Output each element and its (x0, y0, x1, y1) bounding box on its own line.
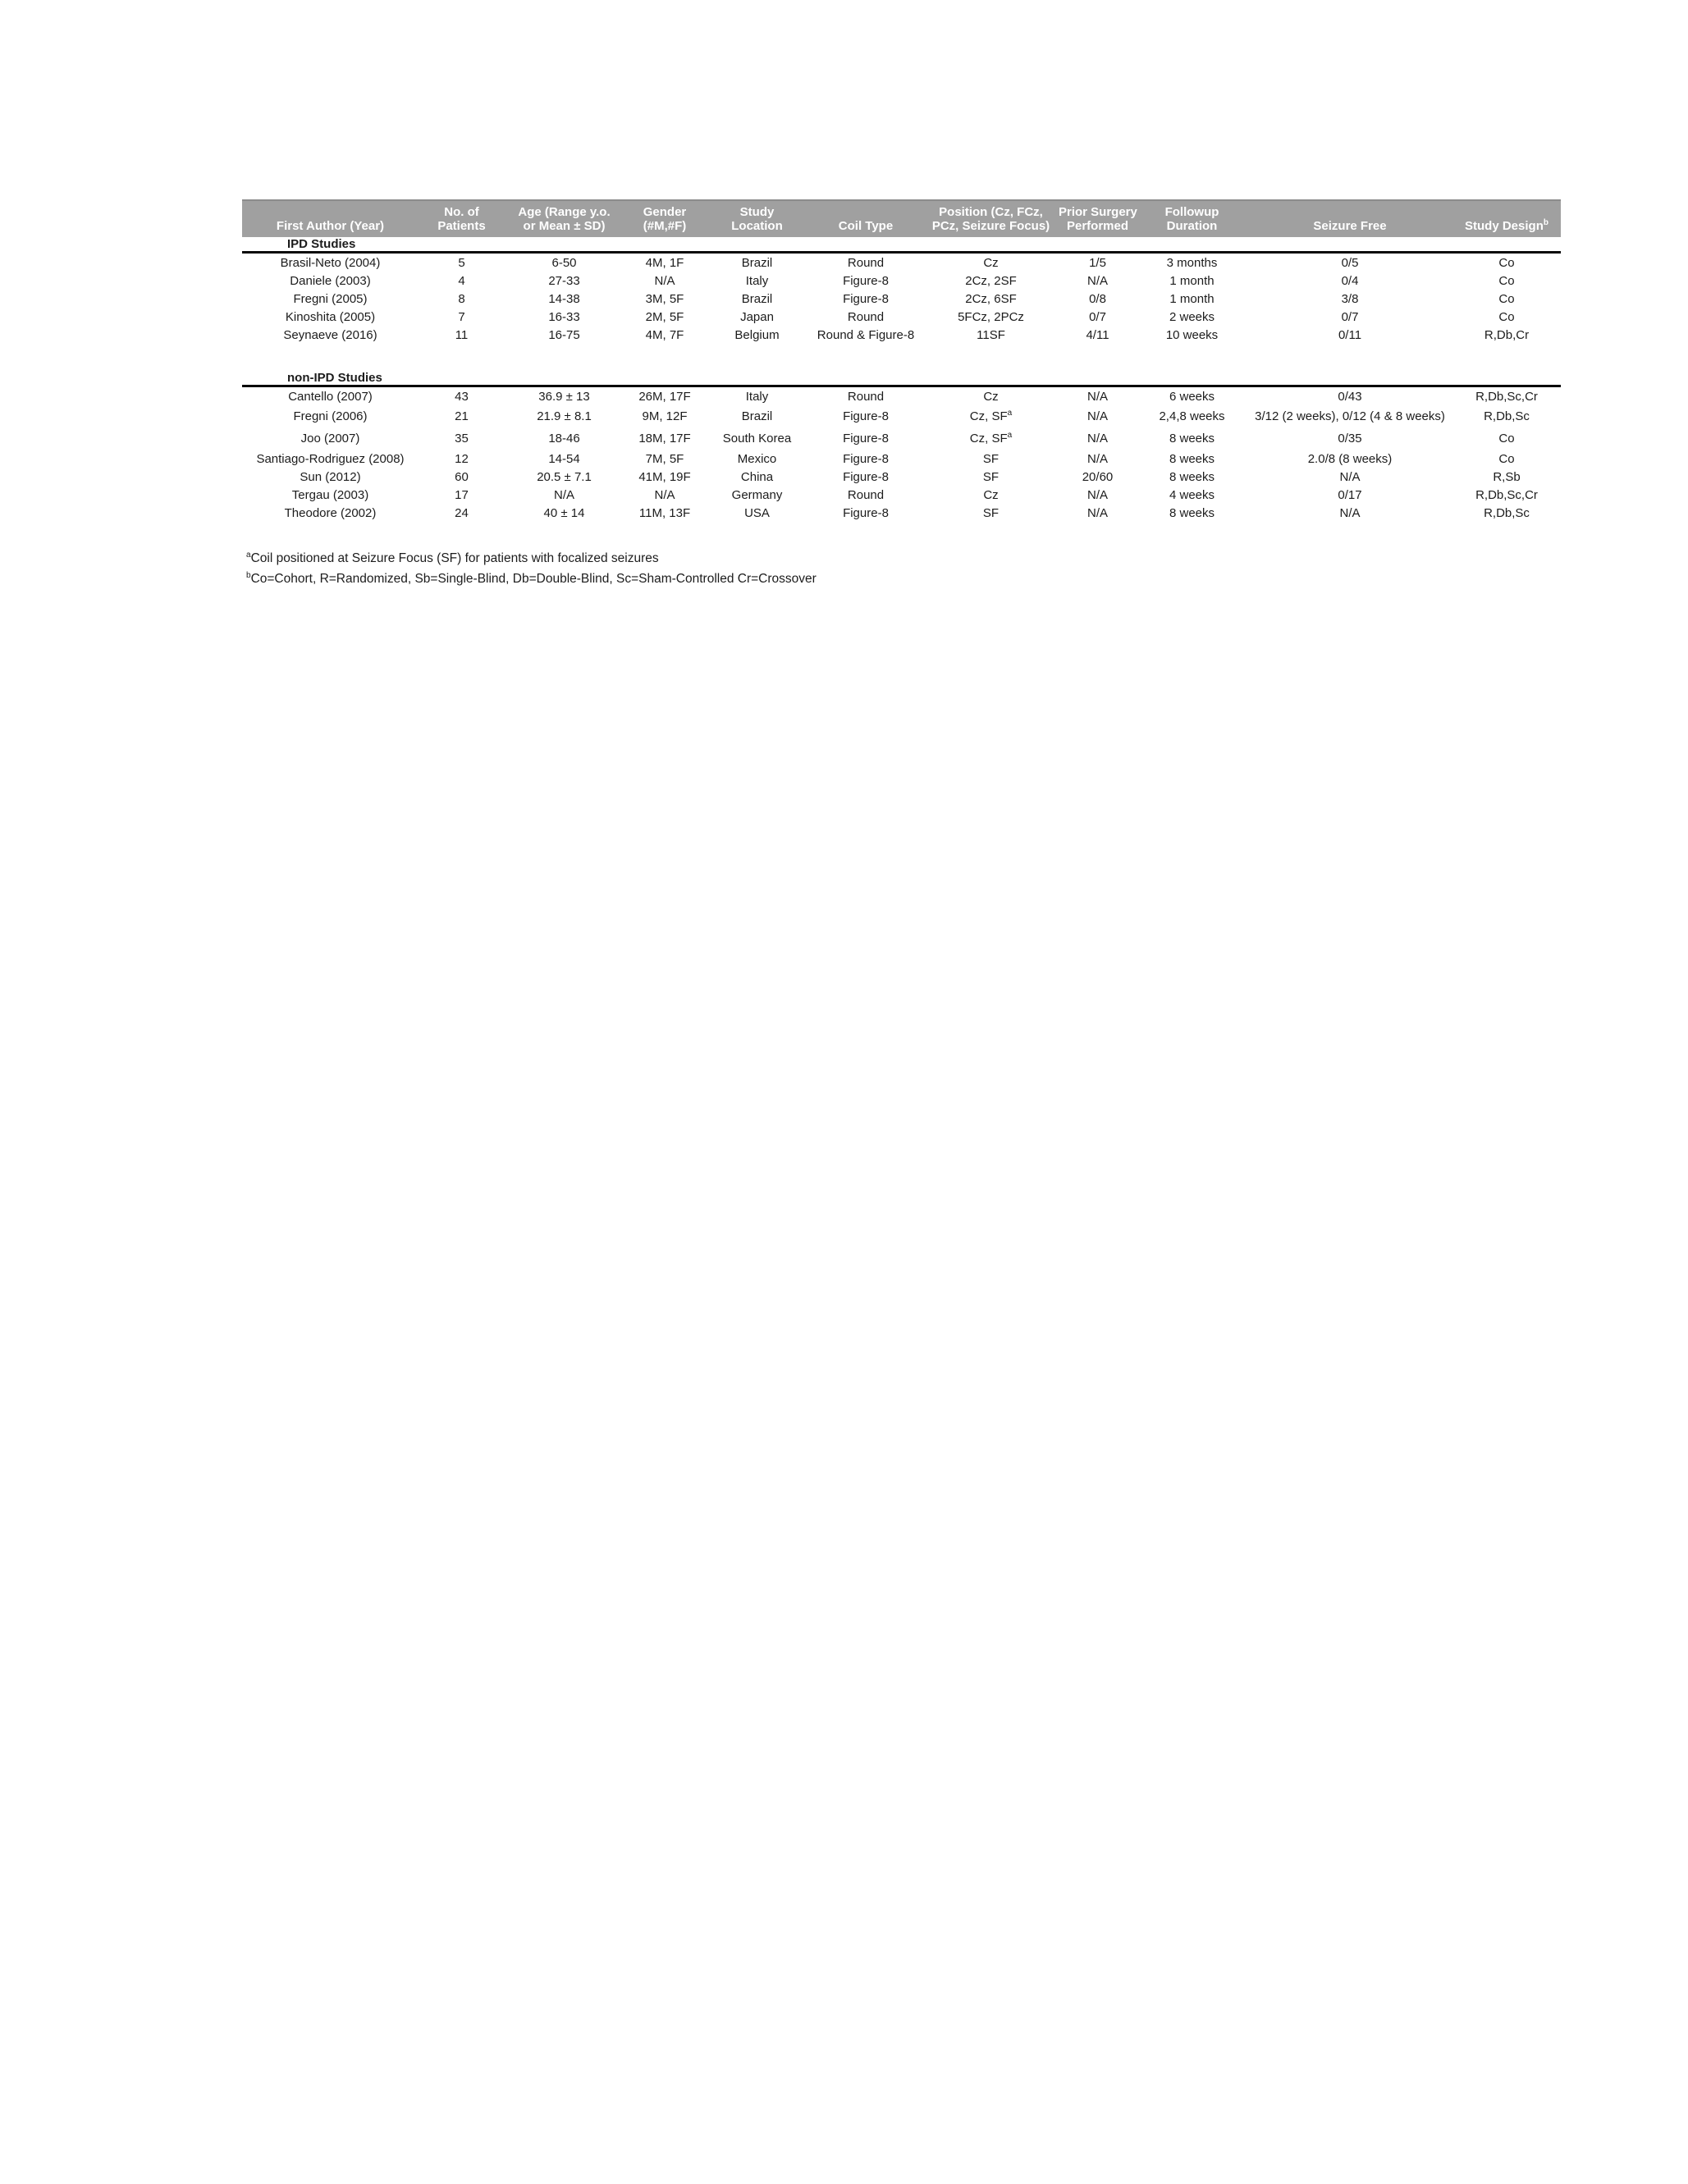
table-cell: 40 ± 14 (543, 505, 585, 520)
table-cell: 11SF (977, 327, 1005, 342)
table-cell: Brasil-Neto (2004) (280, 255, 381, 270)
table-cell: Figure-8 (843, 469, 889, 484)
table-cell: 1/5 (1089, 255, 1106, 270)
table-cell: Cz (983, 487, 999, 502)
table-cell: 35 (455, 432, 469, 445)
table-row (242, 290, 1561, 308)
table-row (242, 450, 1561, 468)
table-cell: 7 (458, 309, 465, 324)
table-cell: N/A (1086, 451, 1108, 466)
header-cell-line: Position (Cz, FCz, (939, 204, 1043, 219)
table-cell: 8 weeks (1169, 432, 1215, 445)
header-cell-line: PCz, Seizure Focus) (931, 219, 1050, 234)
table-row (242, 387, 1561, 405)
table-cell: N/A (1086, 505, 1108, 520)
table-cell: N/A (1086, 432, 1108, 445)
table-row (242, 468, 1561, 486)
table-cell: Figure-8 (843, 291, 889, 306)
table-cell: 11 (455, 327, 469, 342)
table-cell: 2Cz, 6SF (965, 291, 1017, 306)
table-cell: Germany (731, 487, 783, 502)
table-cell: N/A (1339, 505, 1361, 520)
section-title: IPD Studies (287, 237, 356, 251)
table-cell: 60 (455, 469, 469, 484)
section-title-row (242, 371, 1561, 387)
section-title: non-IPD Studies (287, 371, 382, 385)
header-cell-line: Seizure Free (1313, 219, 1387, 234)
table-cell: N/A (1086, 273, 1108, 288)
table-cell: Figure-8 (843, 432, 889, 445)
table-cell: 8 weeks (1169, 505, 1215, 520)
table-cell: Belgium (734, 327, 780, 342)
table-cell: Fregni (2005) (293, 291, 368, 306)
superscript-marker: b (1543, 218, 1548, 228)
header-cell (1059, 205, 1137, 234)
table-cell: SF (982, 451, 1000, 466)
table-cell: 43 (455, 389, 469, 404)
table-cell: N/A (1086, 487, 1108, 502)
header-cell-line: No. of (444, 204, 479, 219)
footnote-line: $^b$Co=Cohort, R=Randomized, Sb=Single-Blind, Db=Double-Blind, Sc=Sham-Controlled Cr=Crossover (246, 570, 817, 586)
header-cell (923, 205, 1059, 234)
header-cell (1452, 219, 1561, 234)
header-cell-line: Patients (437, 219, 486, 234)
header-cell-line: or Mean ± SD) (523, 219, 606, 234)
table-cell: 4 weeks (1169, 487, 1215, 502)
table-cell: R,Db,Sc (1484, 409, 1530, 423)
header-cell (1247, 219, 1452, 234)
table-cell: Co (1498, 273, 1515, 288)
table-cell: 0/11 (1338, 327, 1362, 342)
table-cell: Mexico (737, 451, 777, 466)
table-cell: 9M, 12F (642, 409, 688, 423)
table-cell: Kinoshita (2005) (285, 309, 376, 324)
table-cell: 0/17 (1338, 487, 1362, 502)
table-cell: 2M, 5F (645, 309, 684, 324)
table-cell: 6-50 (551, 255, 577, 270)
table-cell: 16-33 (548, 309, 580, 324)
table-cell: 4/11 (1086, 327, 1109, 342)
table-cell: R,Db,Sc (1484, 505, 1530, 520)
table-row (242, 427, 1561, 450)
table-cell: R,Db,Sc,Cr (1475, 487, 1538, 502)
table-cell: Brazil (741, 255, 773, 270)
table-cell: 20/60 (1082, 469, 1114, 484)
table-cell: 3/8 (1341, 291, 1359, 306)
table-cell: 0/35 (1338, 432, 1362, 445)
table-cell: 14-54 (548, 451, 580, 466)
header-cell (242, 219, 419, 234)
table-cell: 0/7 (1089, 309, 1106, 324)
table-cell: 17 (455, 487, 469, 502)
superscript-marker: a (1007, 409, 1013, 418)
table-cell: 7M, 5F (645, 451, 684, 466)
header-cell-line: Location (731, 219, 783, 234)
table-cell: 21.9 ± 8.1 (537, 409, 592, 423)
table-cell: Santiago-Rodriguez (2008) (256, 451, 405, 466)
table-cell: 4M, 1F (645, 255, 684, 270)
table-cell: Cz, $SF^a$ (969, 431, 1013, 445)
header-cell-line: Prior Surgery (1059, 204, 1137, 219)
table-cell: 2 weeks (1169, 309, 1215, 324)
table-cell: N/A (1086, 409, 1108, 423)
table-cell: N/A (553, 487, 574, 502)
table-cell: 0/8 (1089, 291, 1106, 306)
table-cell: 0/43 (1338, 389, 1362, 404)
table-cell: 2,4,8 weeks (1159, 409, 1225, 423)
superscript-marker: a (1007, 431, 1013, 440)
table-cell: Co (1498, 255, 1515, 270)
table-cell: 10 weeks (1165, 327, 1219, 342)
table-cell: 18-46 (548, 432, 580, 445)
header-cell (808, 219, 923, 234)
table-cell: 5FCz, 2PCz (958, 309, 1024, 324)
table-cell: Round (847, 487, 885, 502)
table-cell: Figure-8 (843, 505, 889, 520)
footnote-line: $^a$Coil positioned at Seizure Focus (SF) for patients with focalized seizures (246, 550, 659, 565)
table-cell: 1 month (1169, 273, 1215, 288)
table-cell: 12 (455, 451, 469, 466)
table-cell: 8 (458, 291, 465, 306)
table-header-row (242, 199, 1561, 237)
table-cell: 0/4 (1341, 273, 1359, 288)
table-row (242, 326, 1561, 344)
table-cell: Figure-8 (843, 451, 889, 466)
table-cell: Brazil (741, 409, 773, 423)
table-cell: R,Sb (1493, 469, 1521, 484)
table-cell: Theodore (2002) (284, 505, 377, 520)
header-cell-line: Performed (1066, 219, 1129, 234)
superscript-marker: b (246, 570, 251, 580)
table-cell: 4 (458, 273, 465, 288)
header-cell-line: Study (739, 204, 775, 219)
header-cell-line: Age (Range y.o. (518, 204, 611, 219)
table-cell: 4M, 7F (645, 327, 684, 342)
table-cell: Joo (2007) (300, 432, 360, 445)
table-row (242, 254, 1561, 272)
table-cell: 26M, 17F (638, 389, 691, 404)
table-cell: Cz (983, 389, 999, 404)
header-cell-line: Coil Type (838, 219, 894, 234)
table-cell: Figure-8 (843, 273, 889, 288)
header-cell-line: Study Design$^b$ (1465, 218, 1548, 234)
table-cell: Japan (740, 309, 774, 324)
table-cell: R,Db,Cr (1484, 327, 1530, 342)
header-cell-line: Gender (643, 204, 687, 219)
table-row (242, 308, 1561, 326)
table-cell: Co (1498, 451, 1515, 466)
table-cell: 2.0/8 (8 weeks) (1307, 451, 1393, 466)
table-body (242, 237, 1561, 522)
table-cell: Co (1498, 432, 1515, 445)
table-cell: 20.5 ± 7.1 (537, 469, 592, 484)
table-row (242, 405, 1561, 427)
table-cell: Round & Figure-8 (817, 327, 915, 342)
header-cell (419, 205, 505, 234)
table-cell: 18M, 17F (638, 432, 691, 445)
header-cell-line: Followup (1164, 204, 1219, 219)
table-cell: 14-38 (548, 291, 580, 306)
table-cell: 21 (455, 409, 469, 423)
table-cell: 8 weeks (1169, 469, 1215, 484)
table-cell: Round (847, 389, 885, 404)
table-cell: SF (982, 505, 1000, 520)
table-cell: Daniele (2003) (290, 273, 371, 288)
table-cell: R,Db,Sc,Cr (1475, 389, 1538, 404)
table-cell: N/A (1339, 469, 1361, 484)
table-row (242, 504, 1561, 522)
table-cell: Cantello (2007) (288, 389, 373, 404)
table-cell: 0/5 (1341, 255, 1359, 270)
table-cell: 3M, 5F (645, 291, 684, 306)
table-cell: 3 months (1166, 255, 1218, 270)
table-cell: Italy (745, 273, 769, 288)
table-cell: 36.9 ± 13 (538, 389, 590, 404)
table-cell: N/A (1086, 389, 1108, 404)
study-table (242, 199, 1561, 522)
table-row (242, 486, 1561, 504)
table-cell: 27-33 (548, 273, 580, 288)
table-cell: Cz, $SF^a$ (969, 409, 1013, 423)
table-cell: N/A (654, 487, 675, 502)
table-cell: 41M, 19F (638, 469, 691, 484)
table-cell: SF (982, 469, 1000, 484)
header-cell-line: First Author (Year) (276, 219, 385, 234)
table-cell: Figure-8 (843, 409, 889, 423)
table-cell: 3/12 (2 weeks), 0/12 (4 & 8 weeks) (1255, 409, 1445, 423)
header-cell-line: (#M,#F) (643, 219, 687, 234)
header-cell (1137, 205, 1247, 234)
header-cell (505, 205, 624, 234)
header-cell-line: Duration (1166, 219, 1218, 234)
table-cell: Seynaeve (2016) (283, 327, 377, 342)
table-cell: China (740, 469, 774, 484)
table-cell: Sun (2012) (300, 469, 361, 484)
table-cell: Co (1498, 291, 1515, 306)
table-cell: South Korea (722, 432, 792, 445)
table-cell: Fregni (2006) (293, 409, 368, 423)
table-cell: USA (744, 505, 770, 520)
table-row (242, 272, 1561, 290)
table-cell: Brazil (741, 291, 773, 306)
table-cell: Tergau (2003) (291, 487, 369, 502)
table-cell: 5 (458, 255, 465, 270)
table-footnotes (246, 548, 817, 589)
table-cell: 16-75 (548, 327, 580, 342)
header-cell (624, 205, 706, 234)
table-cell: N/A (654, 273, 675, 288)
table-cell: Co (1498, 309, 1515, 324)
superscript-marker: a (246, 550, 251, 560)
header-cell (706, 205, 808, 234)
table-cell: 0/7 (1341, 309, 1359, 324)
table-cell: Cz (983, 255, 999, 270)
table-cell: 1 month (1169, 291, 1215, 306)
table-cell: 6 weeks (1169, 389, 1215, 404)
table-cell: 2Cz, 2SF (965, 273, 1017, 288)
table-cell: 24 (455, 505, 469, 520)
table-cell: 8 weeks (1169, 451, 1215, 466)
section-gap (242, 344, 1561, 371)
table-cell: Round (847, 255, 885, 270)
table-cell: 11M, 13F (638, 505, 691, 520)
table-cell: Round (847, 309, 885, 324)
table-cell: Italy (745, 389, 769, 404)
section-title-row (242, 237, 1561, 254)
